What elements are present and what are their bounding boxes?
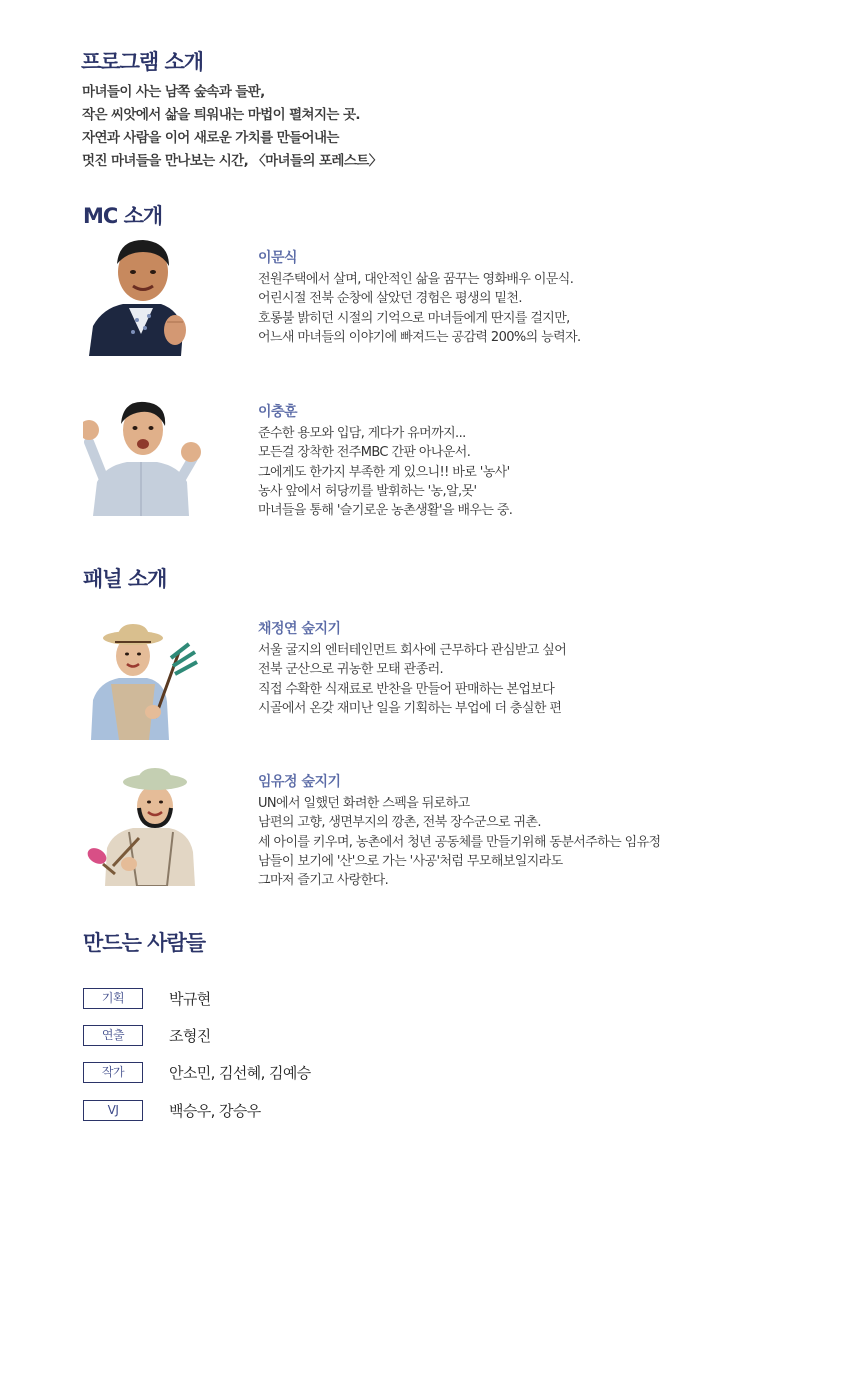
description-line: UN에서 일했던 화려한 스펙을 뒤로하고 (258, 796, 470, 811)
program-intro-line: 마녀들이 사는 남쪽 숲속과 들판, (82, 84, 265, 100)
mc-description (258, 270, 581, 347)
panel-card-lim-yujeong (258, 772, 661, 890)
panel-intro-heading: 패널 소개 (83, 567, 167, 591)
credit-row-writer (83, 1062, 311, 1083)
description-line: 전원주택에서 살며, 대안적인 삶을 꿈꾸는 영화배우 이문식. (258, 272, 574, 287)
mc-photo-lee-munsik (83, 238, 201, 356)
description-line: 준수한 용모와 입담, 게다가 유머까지... (258, 426, 466, 441)
role-badge: 기획 (83, 988, 143, 1009)
program-intro-line: 멋진 마녀들을 만나보는 시간, 〈마녀들의 포레스트〉 (82, 153, 382, 169)
description-line: 어린시절 전북 순창에 살았던 경험은 평생의 밑천. (258, 291, 522, 307)
description-line: 그마저 즐기고 사랑한다. (258, 873, 389, 889)
description-line: 전북 군산으로 귀농한 모태 관종러. (258, 662, 444, 678)
mc-intro-heading: MC 소개 (83, 204, 163, 228)
credit-row-planning (83, 988, 211, 1009)
credit-names: 박규현 (169, 990, 211, 1008)
program-intro-text (82, 81, 382, 173)
description-line: 서울 굴지의 엔터테인먼트 회사에 근무하다 관심받고 싶어 (258, 643, 567, 658)
description-line: 모든걸 장착한 전주MBC 간판 아나운서. (258, 445, 471, 461)
role-badge: 작가 (83, 1062, 143, 1083)
program-intro-heading: 프로그램 소개 (81, 50, 204, 74)
role-badge: 연출 (83, 1025, 143, 1046)
panel-photo-lim-yujeong (83, 768, 201, 886)
mc-card-lee-munsik (258, 248, 581, 347)
panel-card-chae-jeongyeon (258, 619, 566, 718)
credit-row-vj (83, 1100, 261, 1121)
panel-name: 임유정 숲지기 (258, 774, 341, 790)
panel-name: 채정연 숲지기 (258, 621, 341, 637)
panel-description (258, 794, 661, 890)
mc-name: 이문식 (258, 250, 298, 266)
description-line: 호롱불 밝히던 시절의 기억으로 마녀들에게 딴지를 걸지만, (258, 310, 570, 326)
mc-name: 이충훈 (258, 404, 298, 420)
mc-description (258, 424, 512, 520)
credit-row-director (83, 1025, 211, 1046)
program-intro-line: 작은 씨앗에서 삶을 틔워내는 마법이 펼쳐지는 곳. (82, 107, 360, 123)
role-badge: VJ (83, 1100, 143, 1121)
description-line: 남편의 고향, 생면부지의 깡촌, 전북 장수군으로 귀촌. (258, 815, 541, 831)
description-line: 시골에서 온갖 재미난 일을 기획하는 부업에 더 충실한 편 (258, 700, 562, 716)
description-line: 어느새 마녀들의 이야기에 빠져드는 공감력 200%의 능력자. (258, 329, 581, 345)
description-line: 세 아이를 키우며, 농촌에서 청년 공동체를 만들기위해 동분서주하는 임유정 (258, 834, 661, 850)
mc-card-lee-chunghun (258, 402, 512, 520)
mc-photo-lee-chunghun (83, 398, 201, 516)
description-line: 마녀들을 통해 '슬기로운 농촌생활'을 배우는 중. (258, 503, 513, 519)
program-intro-line: 자연과 사람을 이어 새로운 가치를 만들어내는 (82, 130, 339, 146)
credits-heading: 만드는 사람들 (83, 931, 206, 955)
panel-photo-chae-jeongyeon (83, 622, 201, 740)
credit-names: 조형진 (169, 1027, 211, 1045)
description-line: 농사 앞에서 허당끼를 발휘하는 '농,알,못' (258, 483, 477, 499)
credit-names: 백승우, 강승우 (169, 1102, 261, 1120)
credit-names: 안소민, 김선혜, 김예승 (169, 1064, 311, 1082)
description-line: 직접 수확한 식재료로 반찬을 만들어 판매하는 본업보다 (258, 681, 555, 697)
description-line: 그에게도 한가지 부족한 게 있으니!! 바로 '농사' (258, 464, 510, 480)
panel-description (258, 641, 566, 718)
description-line: 남들이 보기에 '산'으로 가는 '사공'처럼 무모해보일지라도 (258, 853, 563, 869)
